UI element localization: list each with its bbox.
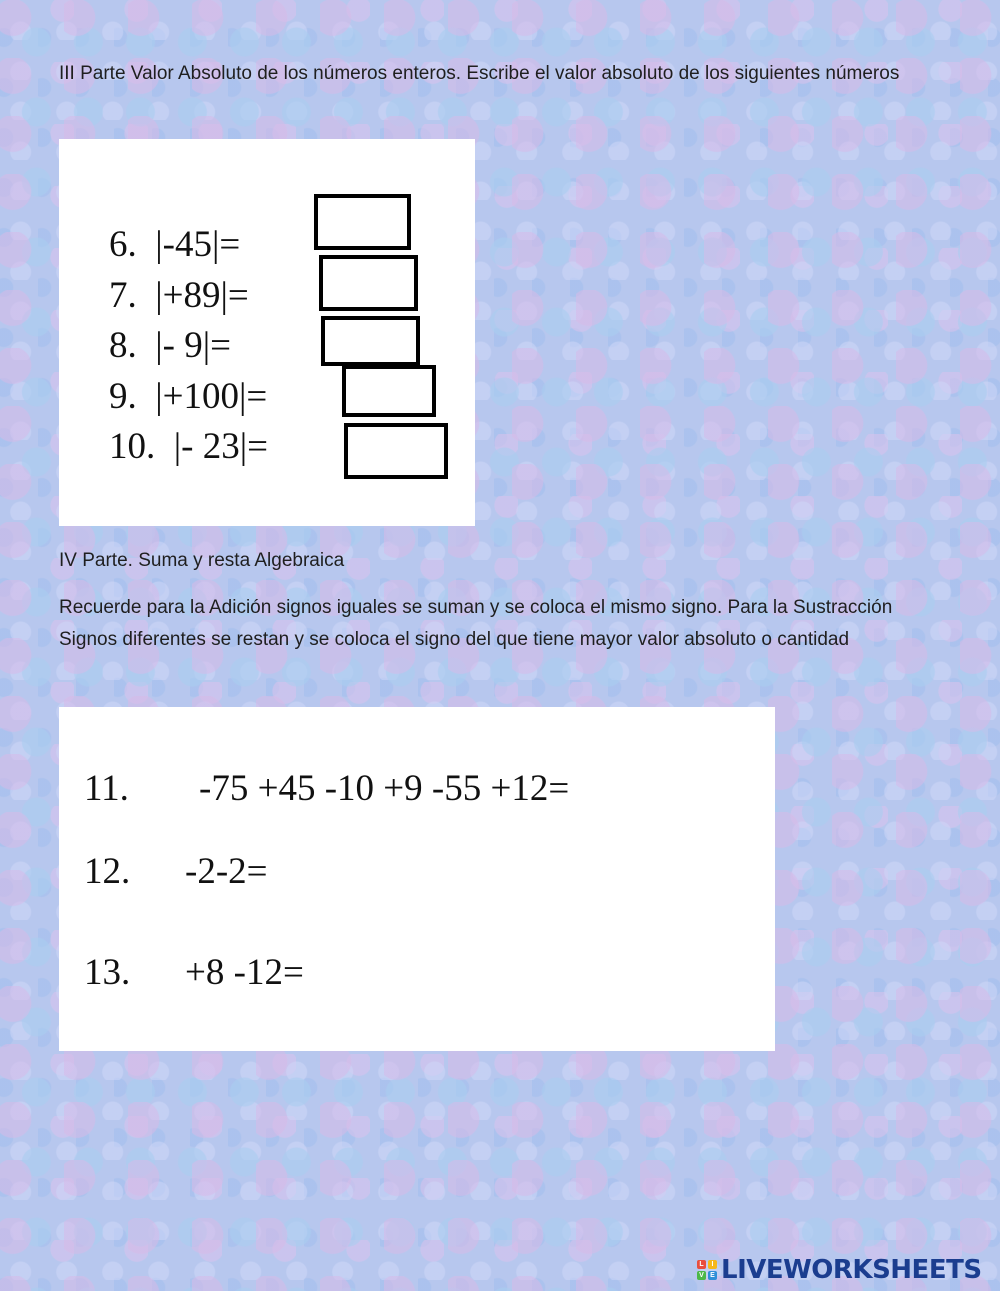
logo-text: LIVEWORKSHEETS	[721, 1255, 982, 1285]
op-number-11: 11.	[84, 768, 129, 809]
liveworksheets-logo-icon	[697, 1260, 717, 1280]
op-expression-12: -2-2=	[185, 851, 268, 892]
abs-item-8: 8. |- 9|=	[109, 325, 241, 366]
op-expression-13: +8 -12=	[185, 952, 304, 993]
answer-box-9[interactable]	[342, 365, 436, 417]
part4-title: IV Parte. Suma y resta Algebraica	[59, 550, 345, 571]
logo-square-l: L	[697, 1260, 706, 1269]
part3-instructions: III Parte Valor Absoluto de los números enteros. Escribe el valor absoluto de los siguientes números	[59, 63, 900, 84]
op-expression-11: -75 +45 -10 +9 -55 +12=	[199, 768, 570, 809]
logo-square-v: V	[697, 1271, 706, 1280]
answer-box-6[interactable]	[314, 194, 411, 250]
op-number-12: 12.	[84, 851, 131, 892]
logo-square-e: E	[708, 1271, 717, 1280]
algebraic-sum-panel	[59, 707, 775, 1051]
logo-square-i: I	[708, 1260, 717, 1269]
part4-instructions: Recuerde para la Adición signos iguales se suman y se coloca el mismo signo. Para la Sustracción Signos diferentes se restan y se coloca el signo del que tiene mayor valor absoluto o cantidad	[59, 597, 893, 650]
answer-box-10[interactable]	[344, 423, 448, 479]
op-number-13: 13.	[84, 952, 131, 993]
answer-box-8[interactable]	[321, 316, 420, 366]
absolute-value-panel	[59, 139, 475, 526]
abs-item-9: 9. |+100|=	[109, 376, 268, 417]
abs-item-10: 10. |- 23|=	[109, 426, 269, 467]
abs-item-6: 6. |-45|=	[109, 224, 241, 265]
abs-item-7: 7. |+89|=	[109, 275, 249, 316]
answer-box-7[interactable]	[319, 255, 418, 311]
liveworksheets-logo	[697, 1255, 982, 1285]
